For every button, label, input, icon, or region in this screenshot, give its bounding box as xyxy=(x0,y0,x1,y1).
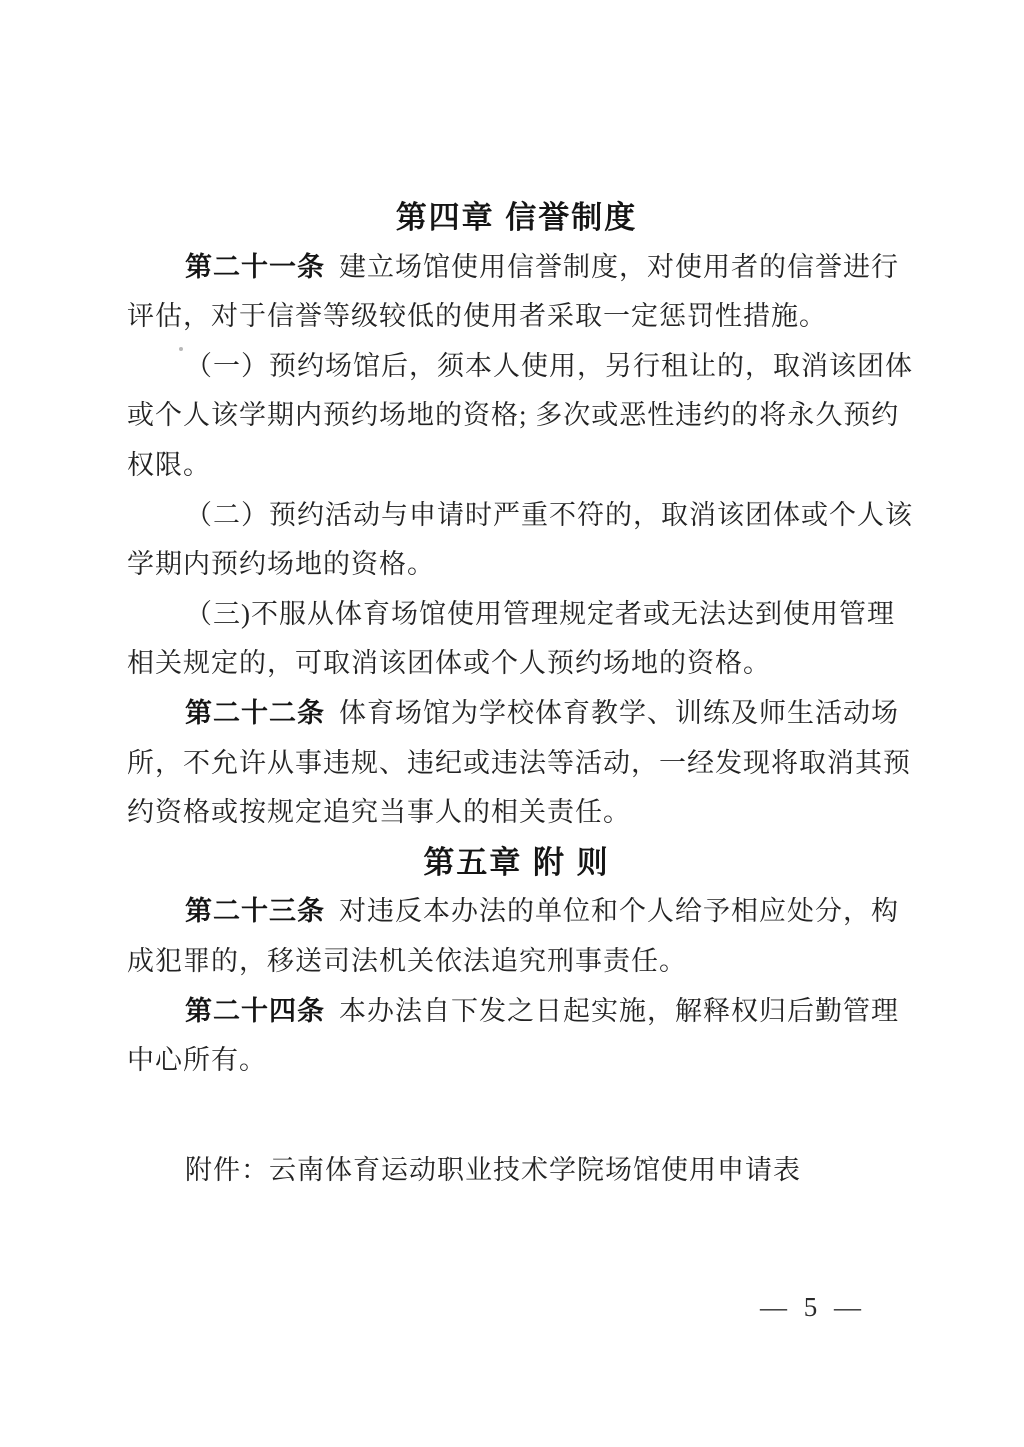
scan-speck xyxy=(179,347,183,351)
article-23-line: 成犯罪的，移送司法机关依法追究刑事责任。 xyxy=(127,945,687,976)
article-24-line xyxy=(127,987,906,1037)
article-23-text: 对违反本办法的单位和个人给予相应处分，构 xyxy=(339,896,899,927)
article-21-line xyxy=(127,243,906,293)
article-21-text: 建立场馆使用信誉制度，对使用者的信誉进行 xyxy=(339,251,899,282)
item-2-line: 学期内预约场地的资格。 xyxy=(127,549,435,580)
item-1-line: 或个人该学期内预约场地的资格; 多次或恶性违约的将永久预约 xyxy=(127,400,900,431)
item-2-line: （二）预约活动与申请时严重不符的，取消该团体或个人该 xyxy=(185,499,913,530)
page-number: — 5 — xyxy=(760,1292,866,1322)
article-24-number: 第二十四条 xyxy=(185,995,325,1026)
attachment-line: 附件：云南体育运动职业技术学院场馆使用申请表 xyxy=(185,1154,801,1185)
article-23-line xyxy=(127,887,906,937)
article-22-line: 所，不允许从事违规、违纪或违法等活动，一经发现将取消其预 xyxy=(127,747,911,778)
article-24-text: 本办法自下发之日起实施，解释权归后勤管理 xyxy=(339,995,899,1026)
article-23-number: 第二十三条 xyxy=(185,896,325,927)
article-22-line: 约资格或按规定追究当事人的相关责任。 xyxy=(127,797,631,828)
article-24-line: 中心所有。 xyxy=(127,1045,267,1076)
article-21-line: 评估，对于信誉等级较低的使用者采取一定惩罚性措施。 xyxy=(127,301,827,332)
item-1-line: 权限。 xyxy=(127,449,211,480)
chapter-4-heading: 第四章 信誉制度 xyxy=(395,200,638,235)
article-22-number: 第二十二条 xyxy=(185,697,325,728)
item-1-line: （一）预约场馆后，须本人使用，另行租让的，取消该团体 xyxy=(185,350,913,381)
article-21-number: 第二十一条 xyxy=(185,251,325,282)
item-3-line: （三)不服从体育场馆使用管理规定者或无法达到使用管理 xyxy=(185,598,895,629)
article-22-text: 体育场馆为学校体育教学、训练及师生活动场 xyxy=(339,697,899,728)
document-body xyxy=(127,193,913,1195)
blank-gap xyxy=(127,1086,906,1146)
item-3-line: 相关规定的，可取消该团体或个人预约场地的资格。 xyxy=(127,648,771,679)
article-22-line xyxy=(127,689,906,739)
chapter-5-heading: 第五章 附 则 xyxy=(423,844,610,880)
